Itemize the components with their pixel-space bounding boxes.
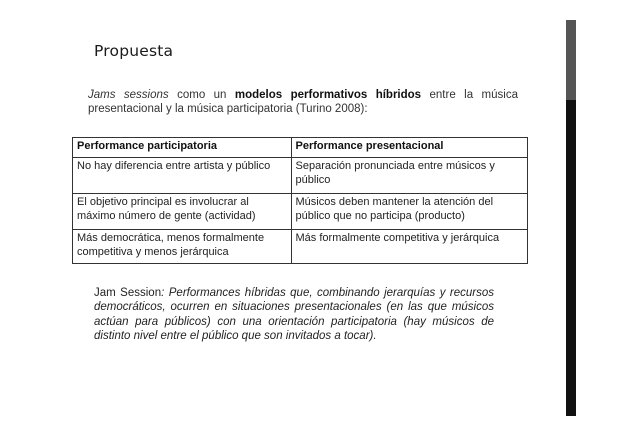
table-cell: Separación pronunciada entre músicos y público [291, 158, 527, 194]
slide-title: Propuesta [94, 42, 174, 60]
intro-paragraph [88, 88, 518, 116]
header-participatory: Performance participatoria [73, 138, 292, 158]
table-cell: Más formalmente competitiva y jerárquica [291, 230, 527, 264]
table-cell: Músicos deben mantener la atención del público que no participa (producto) [291, 194, 527, 230]
scrollbar-thumb[interactable] [566, 20, 576, 100]
intro-text-2: entre la música presentacional y la música participatoria (Turino 2008): [88, 89, 518, 115]
table-row [73, 158, 528, 194]
vertical-scrollbar[interactable] [566, 20, 576, 416]
table-cell: El objetivo principal es involucrar al máximo número de gente (actividad) [73, 194, 292, 230]
table-row [73, 230, 528, 264]
comparison-table [72, 137, 528, 264]
table-cell: No hay diferencia entre artista y público [73, 158, 292, 194]
intro-italic-lead: Jams sessions [88, 89, 169, 101]
definition-text: Performances híbridas que, combinando jerarquías y recursos democráticos, ocurren en situaciones presentacionales (en las que músicos actúan para públicos) con una orientación participatoria (hay músicos de distinto nivel entre el público que son invitados a tocar). [94, 287, 494, 342]
header-presentational: Performance presentacional [291, 138, 527, 158]
table-header-row [73, 138, 528, 158]
definition-colon: : [161, 287, 169, 299]
definition-paragraph [94, 286, 494, 343]
table-row [73, 194, 528, 230]
table-cell: Más democrática, menos formalmente competitiva y menos jerárquica [73, 230, 292, 264]
intro-bold-phrase: modelos performativos híbridos [234, 89, 422, 101]
definition-term: Jam Session [94, 287, 162, 299]
intro-text-1: como un [168, 89, 235, 101]
